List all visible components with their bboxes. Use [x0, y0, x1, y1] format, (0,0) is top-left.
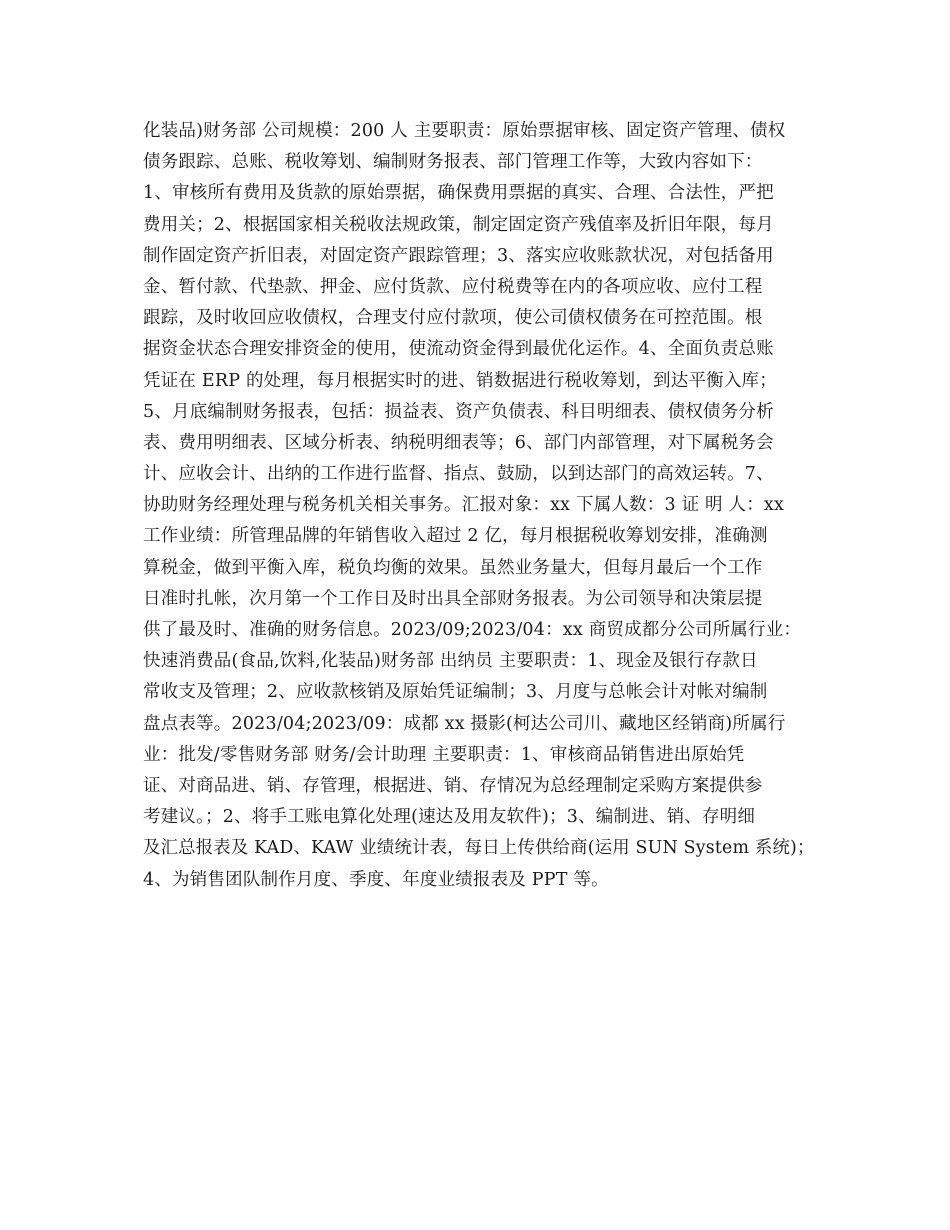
resume-body-text	[143, 116, 815, 896]
text-line: 1、审核所有费用及货款的原始票据，确保费用票据的真实、合理、合法性，严把	[143, 183, 774, 204]
text-line: 4、为销售团队制作月度、季度、年度业绩报表及 PPT 等。	[143, 869, 609, 890]
text-line: 费用关；2、根据国家相关税收法规政策，制定固定资产残值率及折旧年限，每月	[143, 214, 774, 235]
text-line: 工作业绩：所管理品牌的年销售收入超过 2 亿，每月根据税收筹划安排，准确测	[143, 526, 768, 547]
text-line: 制作固定资产折旧表，对固定资产跟踪管理；3、落实应收账款状况，对包括备用	[143, 245, 774, 266]
text-line: 证、对商品进、销、存管理，根据进、销、存情况为总经理制定采购方案提供参	[143, 775, 763, 796]
text-line: 考建议。；2、将手工账电算化处理(速达及用友软件)；3、编制进、销、存明细	[143, 807, 756, 828]
text-line: 债务跟踪、总账、税收筹划、编制财务报表、部门管理工作等，大致内容如下：	[143, 152, 763, 173]
text-line: 供了最及时、准确的财务信息。2023/09;2023/04：xx 商贸成都分公司所属行业：	[143, 620, 802, 640]
text-line: 常收支及管理；2、应收款核销及原始凭证编制；3、月度与总帐会计对帐对编制	[143, 682, 768, 703]
text-line: 业：批发/零售财务部 财务/会计助理 主要职责：1、审核商品销售进出原始凭	[143, 744, 745, 765]
text-line: 盘点表等。2023/04;2023/09：成都 xx 摄影(柯达公司川、藏地区经销商)所属行	[143, 713, 786, 734]
text-line: 协助财务经理处理与税务机关相关事务。汇报对象：xx 下属人数：3 证 明 人：xx	[143, 495, 785, 516]
text-line: 表、费用明细表、区域分析表、纳税明细表等；6、部门内部管理，对下属税务会	[143, 432, 774, 453]
text-line: 计、应收会计、出纳的工作进行监督、指点、鼓励，以到达部门的高效运转。7、	[143, 464, 774, 485]
text-line: 跟踪，及时收回应收债权，合理支付应付款项，使公司债权债务在可控范围。根	[143, 308, 763, 329]
text-line: 据资金状态合理安排资金的使用，使流动资金得到最优化运作。4、全面负责总账	[143, 339, 774, 360]
text-line: 化装品)财务部 公司规模：200 人 主要职责：原始票据审核、固定资产管理、债权	[143, 121, 786, 141]
text-line: 金、暂付款、代垫款、押金、应付货款、应付税费等在内的各项应收、应付工程	[143, 276, 763, 297]
text-line: 算税金，做到平衡入库，税负均衡的效果。虽然业务量大，但每月最后一个工作	[143, 557, 763, 578]
text-line: 凭证在 ERP 的处理，每月根据实时的进、销数据进行税收筹划，到达平衡入库；	[143, 370, 777, 391]
text-line: 5、月底编制财务报表，包括：损益表、资产负债表、科目明细表、债权债务分析	[143, 401, 774, 422]
text-line: 及汇总报表及 KAD、KAW 业绩统计表，每日上传供给商(运用 SUN System 系统)；	[143, 838, 815, 859]
text-line: 日准时扎帐，次月第一个工作日及时出具全部财务报表。为公司领导和决策层提	[143, 588, 763, 609]
text-line: 快速消费品(食品,饮料,化装品)财务部 出纳员 主要职责：1、现金及银行存款日	[143, 651, 758, 672]
